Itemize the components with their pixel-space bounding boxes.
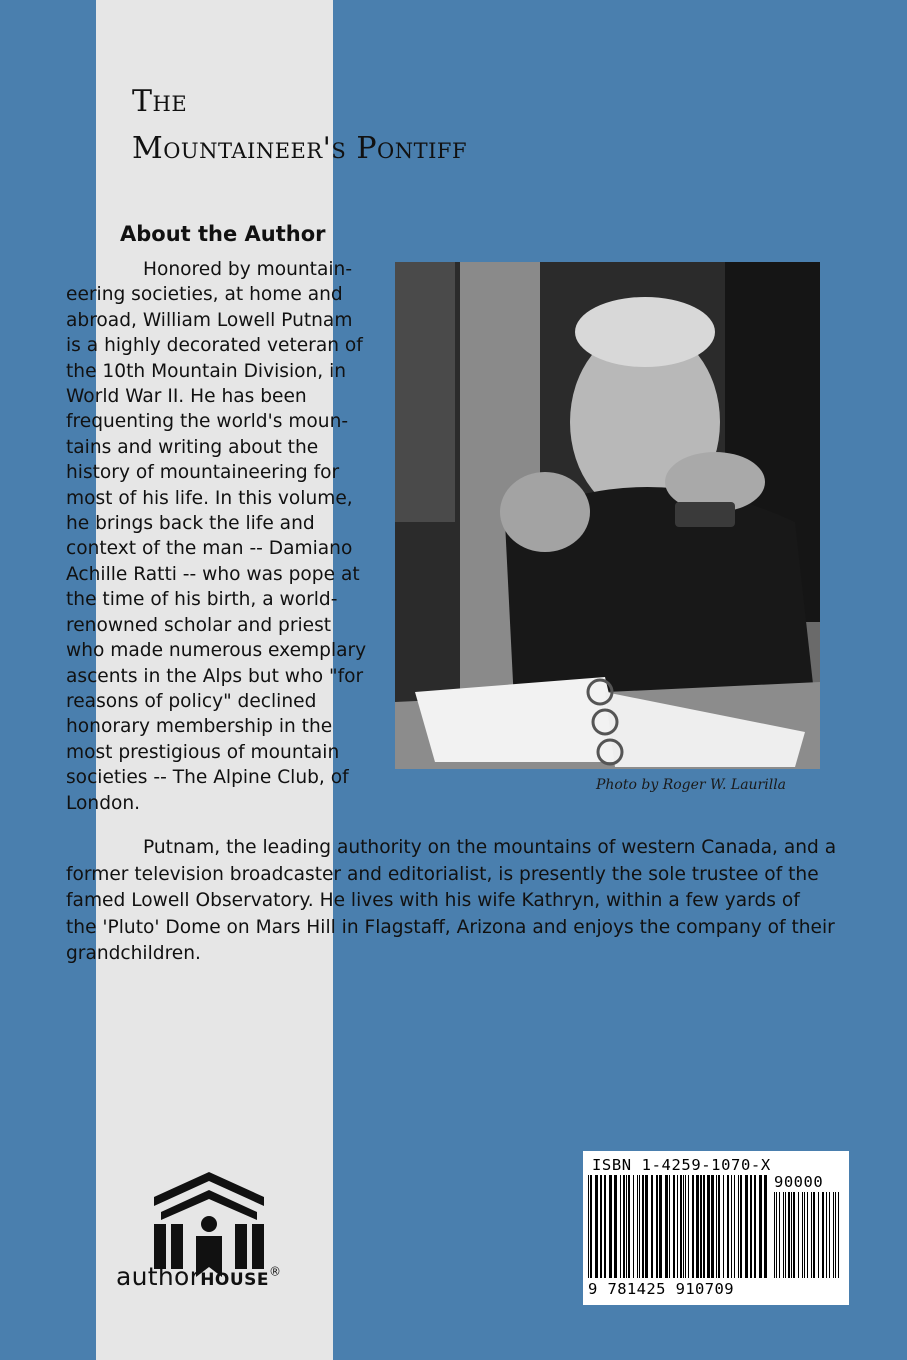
barcode-bar xyxy=(680,1175,682,1278)
barcode-bar xyxy=(791,1192,792,1278)
barcode-bar xyxy=(727,1175,729,1278)
barcode-bar xyxy=(793,1192,795,1278)
bio-line: London. xyxy=(66,792,141,814)
barcode-bar xyxy=(609,1175,612,1278)
barcode-bar xyxy=(604,1175,606,1278)
bio-line: he brings back the life and xyxy=(66,513,315,535)
barcode-bar xyxy=(628,1175,630,1278)
barcode-bar xyxy=(677,1175,678,1278)
barcode-bar xyxy=(656,1175,658,1278)
barcode-bar xyxy=(683,1175,684,1278)
para2-line: famed Lowell Observatory. He lives with his wife Kathryn, within a few yards of xyxy=(66,890,800,911)
barcode-bar xyxy=(673,1175,675,1278)
book-title xyxy=(132,78,467,172)
bio-line: who made numerous exemplary xyxy=(66,640,367,662)
publisher-word-house: HOUSE xyxy=(200,1270,270,1290)
barcode-bar xyxy=(642,1175,644,1278)
barcode-bar xyxy=(590,1175,592,1278)
bio-line: ascents in the Alps but who "for xyxy=(66,665,364,687)
barcode-bar xyxy=(723,1175,724,1278)
barcode-bar xyxy=(738,1175,739,1278)
price-barcode-icon xyxy=(774,1192,844,1278)
barcode-bar xyxy=(623,1175,625,1278)
barcode-bar xyxy=(700,1175,702,1278)
bio-line: renowned scholar and priest xyxy=(66,614,332,636)
barcode-bar xyxy=(798,1192,799,1278)
barcode-bar xyxy=(626,1175,627,1278)
barcode-bar xyxy=(745,1175,748,1278)
barcode-bar xyxy=(788,1192,790,1278)
barcode-bar xyxy=(639,1175,640,1278)
bio-line: context of the man -- Damiano xyxy=(66,538,353,560)
title-line-2: Mountaineer's Pontiff xyxy=(132,131,468,166)
bio-line: tains and writing about the xyxy=(66,436,319,458)
para2-line: the 'Pluto' Dome on Mars Hill in Flagstaff, Arizona and enjoys the company of their xyxy=(66,916,835,938)
title-line-1: The xyxy=(132,84,188,119)
barcode-bar xyxy=(692,1175,694,1278)
bio-line: frequenting the world's moun- xyxy=(66,411,349,433)
barcode-bar xyxy=(651,1175,653,1278)
bio-line: most of his life. In this volume, xyxy=(66,487,353,509)
bio-line: societies -- The Alpine Club, of xyxy=(66,767,349,789)
bio-line: World War II. He has been xyxy=(66,386,307,408)
bio-line: Honored by mountain- xyxy=(143,259,353,280)
barcode-bar xyxy=(764,1175,767,1278)
para2-line: grandchildren. xyxy=(66,943,201,964)
bio-line: eering societies, at home and xyxy=(66,284,343,306)
barcode-bar xyxy=(665,1175,668,1278)
barcode-bar xyxy=(600,1175,602,1278)
barcode-bar xyxy=(685,1175,686,1278)
author-bio xyxy=(66,257,366,816)
barcode-bar xyxy=(734,1175,735,1278)
bio-line: reasons of policy" declined xyxy=(66,690,317,712)
bio-line: most prestigious of mountain xyxy=(66,741,340,763)
price-code: 90000 xyxy=(774,1173,824,1191)
bio-line: Achille Ratti -- who was pope at xyxy=(66,563,360,585)
barcode-bar xyxy=(750,1175,752,1278)
bio-line: abroad, William Lowell Putnam xyxy=(66,309,353,331)
barcode-bar xyxy=(759,1175,762,1278)
author-second-paragraph xyxy=(66,835,846,968)
para2-line: former television broadcaster and editorialist, is presently the sole trustee of the xyxy=(66,863,819,885)
barcode-bar xyxy=(740,1175,742,1278)
barcode-bar xyxy=(776,1192,777,1278)
barcode-bar xyxy=(595,1175,598,1278)
registered-mark: ® xyxy=(269,1264,282,1279)
barcode-bar xyxy=(822,1192,824,1278)
barcode-bar xyxy=(826,1192,827,1278)
barcode-bar xyxy=(811,1192,812,1278)
barcode-bar xyxy=(807,1192,808,1278)
isbn-text: ISBN 1-4259-1070-X xyxy=(592,1156,771,1174)
barcode-bar xyxy=(731,1175,732,1278)
barcode-bar xyxy=(783,1192,784,1278)
barcode-bar xyxy=(804,1192,805,1278)
bio-line: history of mountaineering for xyxy=(66,462,340,484)
publisher-word-author: author xyxy=(116,1262,201,1291)
bio-line: the 10th Mountain Division, in xyxy=(66,360,347,382)
barcode-bar xyxy=(659,1175,662,1278)
barcode-bar xyxy=(833,1192,834,1278)
barcode-bar xyxy=(829,1192,830,1278)
barcode-bar xyxy=(838,1192,839,1278)
author-photo xyxy=(395,262,820,769)
barcode-bar xyxy=(669,1175,670,1278)
barcode-bar xyxy=(802,1192,803,1278)
bio-line: the time of his birth, a world- xyxy=(66,589,338,611)
barcode-bar xyxy=(637,1175,638,1278)
photo-credit: Photo by Roger W. Laurilla xyxy=(596,777,787,793)
barcode-bar xyxy=(716,1175,717,1278)
barcode-bar xyxy=(688,1175,689,1278)
barcode-bar xyxy=(785,1192,786,1278)
bio-line: is a highly decorated veteran of xyxy=(66,335,363,357)
barcode-bar xyxy=(779,1192,780,1278)
barcode-bar xyxy=(633,1175,634,1278)
barcode-bar xyxy=(645,1175,648,1278)
barcode-bar xyxy=(614,1175,617,1278)
barcode-bar xyxy=(620,1175,621,1278)
bio-line: honorary membership in the xyxy=(66,716,333,738)
barcode-bar xyxy=(707,1175,710,1278)
para2-line: Putnam, the leading authority on the mountains of western Canada, and a xyxy=(143,837,837,858)
barcode-bar xyxy=(835,1192,836,1278)
publisher-wordmark xyxy=(116,1262,281,1291)
barcode-bar xyxy=(718,1175,720,1278)
barcode-bar xyxy=(711,1175,714,1278)
barcode-bar xyxy=(696,1175,699,1278)
barcode-bar xyxy=(754,1175,756,1278)
barcode-bar xyxy=(774,1192,775,1278)
barcode-bar xyxy=(813,1192,815,1278)
author-photo-illustration xyxy=(395,262,820,769)
barcode-bar xyxy=(818,1192,819,1278)
about-heading: About the Author xyxy=(120,222,326,246)
barcode-bar xyxy=(703,1175,705,1278)
ean-digits: 9 781425 910709 xyxy=(588,1280,734,1298)
barcode-bar xyxy=(588,1175,589,1278)
